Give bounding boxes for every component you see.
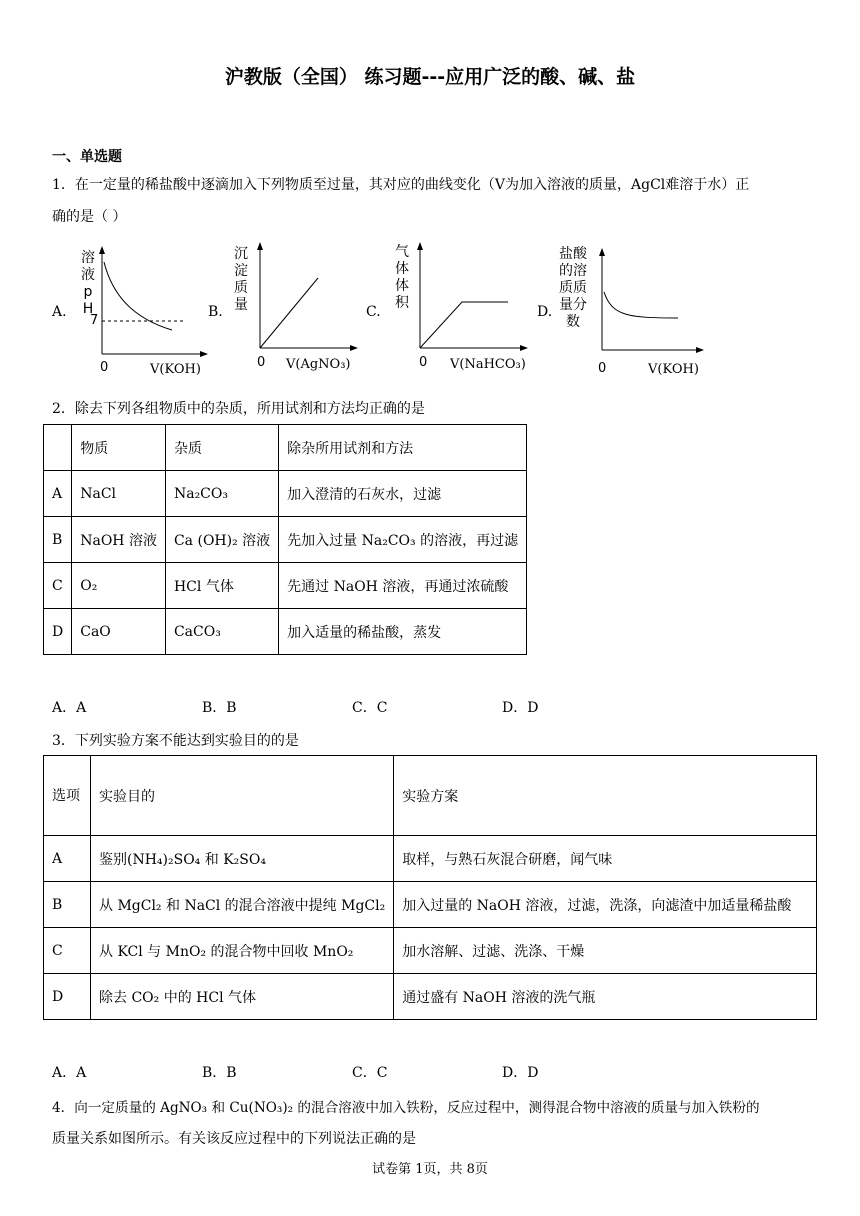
table-cell: A	[44, 836, 91, 882]
table-cell: 加入过量的 NaOH 溶液，过滤，洗涤，向滤渣中加适量稀盐酸	[394, 882, 817, 928]
graph-c	[410, 240, 536, 356]
question-2-text: 2．除去下列各组物质中的杂质，所用试剂和方法均正确的是	[52, 401, 425, 417]
table-cell: D	[44, 609, 72, 655]
table-header-row	[44, 425, 527, 471]
table-cell: NaCl	[72, 471, 166, 517]
table-cell: C	[44, 563, 72, 609]
graph-a-xlabel: V(KOH)	[150, 362, 201, 377]
graph-d-ylabel: 盐酸的溶质质量分数	[559, 246, 587, 330]
table-cell: O₂	[72, 563, 166, 609]
graph-d-origin: 0	[598, 361, 607, 376]
graph-d-letter: D.	[537, 304, 553, 320]
graph-b	[250, 240, 366, 356]
table-cell: Na₂CO₃	[165, 471, 278, 517]
table-cell: 加水溶解、过滤、洗涤、干燥	[394, 928, 817, 974]
option-d[interactable]: D．D	[502, 1065, 539, 1081]
table-row	[44, 974, 817, 1020]
table-cell: CaO	[72, 609, 166, 655]
table-header-cell: 除杂所用试剂和方法	[279, 425, 527, 471]
graph-a-ylabel: 溶液pH	[81, 250, 95, 317]
page-title: 沪教版（全国） 练习题---应用广泛的酸、碱、盐	[224, 66, 636, 88]
option-a[interactable]: A．A	[52, 700, 87, 716]
table-row	[44, 609, 527, 655]
table-row	[44, 836, 817, 882]
table-cell: B	[44, 517, 72, 563]
table-row	[44, 928, 817, 974]
table-cell: NaOH 溶液	[72, 517, 166, 563]
table-cell: C	[44, 928, 91, 974]
graph-a-letter: A.	[52, 304, 67, 320]
graph-c-ylabel: 气体体积	[395, 244, 409, 311]
page-footer: 试卷第 1页，共 8页	[372, 1162, 488, 1177]
table-header-cell: 实验目的	[91, 756, 394, 836]
table-cell: 从 KCl 与 MnO₂ 的混合物中回收 MnO₂	[91, 928, 394, 974]
table-header-cell: 物质	[72, 425, 166, 471]
table-cell: 取样，与熟石灰混合研磨，闻气味	[394, 836, 817, 882]
table-cell: B	[44, 882, 91, 928]
graph-a-origin: 0	[100, 360, 109, 375]
section-heading: 一、单选题	[52, 149, 122, 165]
graph-b-letter: B.	[208, 304, 223, 320]
graph-b-xlabel: V(AgNO₃)	[286, 357, 351, 372]
question-4-text: 4．向一定质量的 AgNO₃ 和 Cu(NO₃)₂ 的混合溶液中加入铁粉，反应过程中，测得混合物中溶液的质量与加入铁粉的	[52, 1100, 760, 1116]
table-row	[44, 563, 527, 609]
table-cell: 通过盛有 NaOH 溶液的洗气瓶	[394, 974, 817, 1020]
option-d[interactable]: D．D	[502, 700, 539, 716]
option-b[interactable]: B．B	[202, 700, 237, 716]
graph-a-mark: 7	[90, 313, 99, 328]
table-cell: 除去 CO₂ 中的 HCl 气体	[91, 974, 394, 1020]
table-cell: 鉴别(NH₄)₂SO₄ 和 K₂SO₄	[91, 836, 394, 882]
table-header-cell: 杂质	[165, 425, 278, 471]
table-cell: HCl 气体	[165, 563, 278, 609]
table-header-cell: 选项	[44, 756, 91, 836]
table-cell: D	[44, 974, 91, 1020]
table-row	[44, 517, 527, 563]
option-c[interactable]: C．C	[352, 700, 388, 716]
table-cell: 加入适量的稀盐酸，蒸发	[279, 609, 527, 655]
graph-a	[92, 244, 216, 380]
graph-c-letter: C.	[366, 304, 381, 320]
question-4-text-cont: 质量关系如图所示。有关该反应过程中的下列说法正确的是	[52, 1131, 416, 1147]
question-1-text-cont: 确的是（ ）	[52, 209, 127, 225]
table-cell: 先通过 NaOH 溶液，再通过浓硫酸	[279, 563, 527, 609]
graph-b-ylabel: 沉淀质量	[234, 246, 248, 313]
table-row	[44, 882, 817, 928]
table-header-cell	[44, 425, 72, 471]
table-cell: 先加入过量 Na₂CO₃ 的溶液，再过滤	[279, 517, 527, 563]
table-header-row	[44, 756, 817, 836]
table-cell: CaCO₃	[165, 609, 278, 655]
question-3-text: 3．下列实验方案不能达到实验目的的是	[52, 733, 299, 749]
table-cell: 加入澄清的石灰水，过滤	[279, 471, 527, 517]
table-header-cell: 实验方案	[394, 756, 817, 836]
table-row	[44, 471, 527, 517]
table-cell: A	[44, 471, 72, 517]
graph-b-origin: 0	[257, 355, 266, 370]
table-cell: 从 MgCl₂ 和 NaCl 的混合溶液中提纯 MgCl₂	[91, 882, 394, 928]
graph-d	[592, 246, 712, 358]
question-2-table	[43, 424, 527, 655]
option-a[interactable]: A．A	[52, 1065, 87, 1081]
option-b[interactable]: B．B	[202, 1065, 237, 1081]
question-3-table	[43, 755, 817, 1020]
option-c[interactable]: C．C	[352, 1065, 388, 1081]
graph-c-origin: 0	[419, 355, 428, 370]
graph-c-xlabel: V(NaHCO₃)	[450, 357, 526, 372]
graph-d-xlabel: V(KOH)	[648, 362, 699, 377]
question-1-text: 1．在一定量的稀盐酸中逐滴加入下列物质至过量，其对应的曲线变化（V为加入溶液的质量，AgCl难溶于水）正	[52, 177, 750, 193]
table-cell: Ca (OH)₂ 溶液	[165, 517, 278, 563]
